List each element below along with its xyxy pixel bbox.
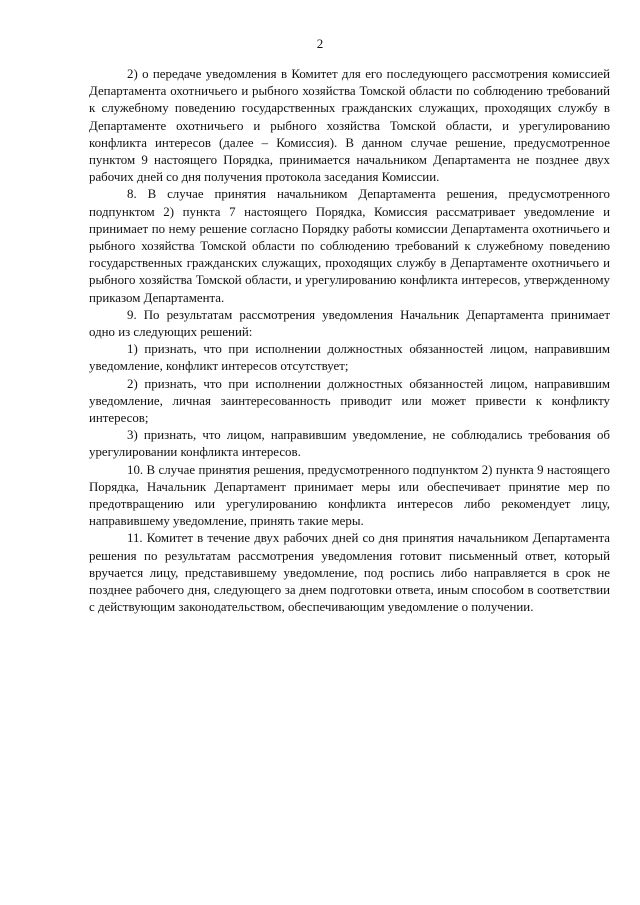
paragraph-10: 10. В случае принятия решения, предусмотренного подпунктом 2) пункта 9 настоящего Порядка, Начальник Департамент принимает меры или обеспечивает принятие мер по предотвращению или урегулированию конфликта интересов либо рекомендует лицу, направившему уведомление, принять такие меры. <box>89 462 610 529</box>
paragraph-8: 8. В случае принятия начальником Департамента решения, предусмотренного подпунктом 2) пункта 7 настоящего Порядка, Комиссия рассматривает уведомление и принимает по нему решение согласно Порядку работы комиссии Департамента охотничьего и рыбного хозяйства Томской области по соблюдению требований к служебному поведению государственных гражданских служащих, проходящих службу в Департаменте охотничьего и рыбного хозяйства Томской области, и урегулированию конфликта интересов, утвержденному приказом Департамента. <box>89 187 610 305</box>
paragraph-9-1: 1) признать, что при исполнении должностных обязанностей лицом, направившим уведомление, конфликт интересов отсутствует; <box>89 342 610 374</box>
page-number: 2 <box>316 36 324 51</box>
paragraph-7-2: 2) о передаче уведомления в Комитет для его последующего рассмотрения комиссией Департамента охотничьего и рыбного хозяйства Томской области по соблюдению требований к служебному поведению государственных гражданских служащих, проходящих службу в Департаменте охотничьего и рыбного хозяйства Томской области, и урегулированию конфликта интересов (далее – Комиссия). В данном случае решение, предусмотренное пунктом 9 настоящего Порядка, принимается начальником Департамента не позднее двух рабочих дней со дня получения протокола заседания Комиссии. <box>89 67 610 185</box>
paragraph-11: 11. Комитет в течение двух рабочих дней со дня принятия начальником Департамента решения по результатам рассмотрения уведомления готовит письменный ответ, который вручается лицу, представившему уведомление, под роспись либо направляется в срок не позднее рабочего дня, следующего за днем подготовки ответа, иным способом в соответствии с действующим законодательством, обеспечивающим уведомление о получении. <box>89 531 610 615</box>
document-body <box>89 66 610 617</box>
paragraph-9-3: 3) признать, что лицом, направившим уведомление, не соблюдались требования об урегулировании конфликта интересов. <box>89 428 610 460</box>
paragraph-9-2: 2) признать, что при исполнении должностных обязанностей лицом, направившим уведомление, личная заинтересованность приводит или может привести к конфликту интересов; <box>89 376 610 426</box>
paragraph-9: 9. По результатам рассмотрения уведомления Начальник Департамента принимает одно из следующих решений: <box>89 307 610 340</box>
